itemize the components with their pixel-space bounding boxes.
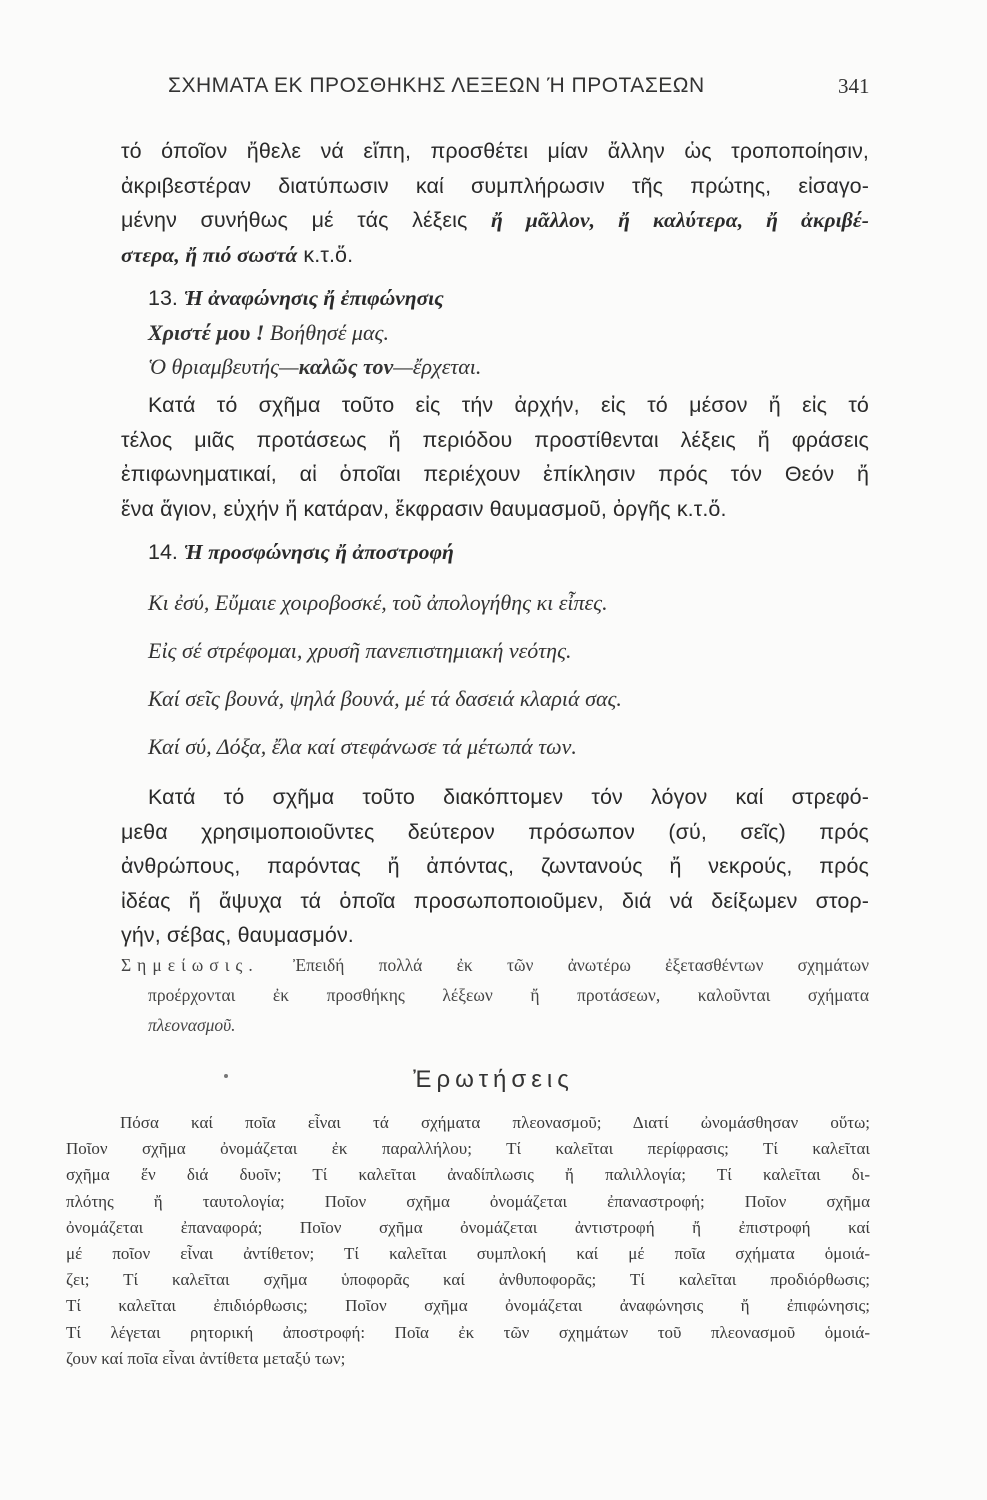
text-line: ζει; Τί καλεῖται σχῆμα ὑποφορᾶς καί ἀνθυποφορᾶς; Τί καλεῖται προδιόρθωσις; <box>66 1270 870 1290</box>
text-line: πλεονασμοῦ. <box>148 1015 236 1035</box>
text-fragment: κ.τ.ὅ. <box>303 242 354 267</box>
page-number: 341 <box>838 74 870 98</box>
text-line: μέ ποῖον εἶναι ἀντίθετον; Τί καλεῖται συμπλοκή καί μέ ποῖα σχήματα ὁμοιά- <box>66 1244 870 1264</box>
text-line: τό όποῖον ἤθελε νά εἴπη, προσθέτει μίαν ἄλλην ὡς τροποποίησιν, <box>121 139 869 163</box>
text-fragment: μένην συνήθως μέ τάς λέξεις <box>121 208 468 232</box>
questions-title: Ἐρωτήσεις <box>413 1066 574 1093</box>
text-line: σχῆμα ἕν διά δυοῖν; Τί καλεῖται ἀναδίπλωσις ἤ παλιλλογία; Τί καλεῖται δι- <box>66 1165 870 1185</box>
text-line: Πόσα καί ποῖα εἶναι τά σχήματα πλεονασμοῦ; Διατί ὠνομάσθησαν οὕτω; <box>120 1113 870 1132</box>
text-line: προέρχονται ἐκ προσθήκης λέξεων ἤ προτάσεων, καλοῦνται σχήματα <box>148 985 869 1005</box>
example-text: Ὁ θριαμβευτής— <box>148 354 299 379</box>
text-line: τέλος μιᾶς προτάσεως ἤ περιόδου προστίθενται λέξεις ἤ φράσεις <box>121 427 869 452</box>
text-line <box>121 238 869 273</box>
verse-line: Εἰς σέ στρέφομαι, χρυσῆ πανεπιστημιακή νεότης. <box>148 638 572 663</box>
text-line <box>121 203 869 238</box>
text-fragment: Ἐπειδή πολλά ἐκ τῶν ἀνωτέρω ἐξετασθέντων σχημάτων <box>293 955 869 975</box>
section-number: 14. <box>148 540 178 564</box>
example-line <box>148 320 389 346</box>
running-header: ΣΧΗΜΑΤΑ ΕΚ ΠΡΟΣΘΗΚΗΣ ΛΕΞΕΩΝ Ή ΠΡΟΤΑΣΕΩΝ <box>168 74 705 97</box>
section-14-heading <box>148 540 454 565</box>
section-13-heading <box>148 286 444 311</box>
section-title: Ἡ ἀναφώνησις ἤ ἐπιφώνησις <box>183 286 444 310</box>
section-14-body <box>121 780 869 953</box>
section-number: 13. <box>148 286 178 310</box>
text-line: Ποῖον σχῆμα ὀνομάζεται ἐκ παραλλήλου; Τί καλεῖται περίφρασις; Τί καλεῖται <box>66 1139 870 1159</box>
intro-paragraph <box>121 134 869 272</box>
text-line: πλότης ἤ ταυτολογία; Ποῖον σχῆμα ὀνομάζεται ἐπαναστροφή; Ποῖον σχῆμα <box>66 1191 870 1211</box>
note-label: Σημείωσις. <box>121 955 259 975</box>
section-title: Ἡ προσφώνησις ἤ ἀποστροφή <box>183 540 454 564</box>
example-text: Βοήθησέ μας. <box>269 320 389 345</box>
text-line: γήν, σέβας, θαυμασμόν. <box>121 923 354 947</box>
text-line: Κατά τό σχῆμα τοῦτο διακόπτομεν τόν λόγον καί στρεφό- <box>148 785 869 809</box>
text-line: μεθα χρησιμοποιοῦντες δεύτερον πρόσωπον (σύ, σεῖς) πρός <box>121 819 869 844</box>
verse-line: Καί σεῖς βουνά, ψηλά βουνά, μέ τά δασειά κλαριά σας. <box>148 686 622 711</box>
text-line: ἰδέας ἤ ἄψυχα τά ὁποῖα προσωποποιοῦμεν, διά νά δείξωμεν στορ- <box>121 888 869 913</box>
text-line: ὀνομάζεται ἐπαναφορά; Ποῖον σχῆμα ὀνομάζεται ἀντιστροφή ἤ ἐπιστροφή καί <box>66 1217 870 1237</box>
emphasis-text: στερα, ἤ πιό σωστά <box>121 242 298 267</box>
text-line: ἀκριβεστέραν διατύπωσιν καί συμπλήρωσιν τῆς πρώτης, εἰσαγο- <box>121 173 869 198</box>
verse-line: Καί σύ, Δόξα, ἔλα καί στεφάνωσε τά μέτωπά των. <box>148 734 577 759</box>
example-line <box>148 354 481 380</box>
verse-line: Κι ἐσύ, Εὔμαιε χοιροβοσκέ, τοῦ ἀπολογήθης κι εἶπες. <box>148 590 608 615</box>
text-line: Τί λέγεται ρητορική ἀποστροφή: Ποῖα ἐκ τῶν σχημάτων τοῦ πλεονασμοῦ ὁμοιά- <box>66 1322 870 1342</box>
questions-paragraph <box>66 1110 870 1372</box>
example-bold: καλῶς τον <box>298 354 394 379</box>
text-line: ζουν καί ποῖα εἶναι ἀντίθετα μεταξύ των; <box>66 1348 346 1368</box>
example-bold: Χριστέ μου ! <box>148 320 265 345</box>
note-paragraph <box>121 950 869 1040</box>
section-13-body <box>121 388 869 526</box>
example-text: —ἔρχεται. <box>393 354 482 379</box>
text-line: ἕνα ἅγιον, εὐχήν ἤ κατάραν, ἔκφρασιν θαυμασμοῦ, ὀργῆς κ.τ.ὅ. <box>121 496 727 521</box>
text-line: ἐπιφωνηματικαί, αἱ ὁποῖαι περιέχουν ἐπίκλησιν πρός τόν Θεόν ἤ <box>121 462 869 486</box>
text-line: Κατά τό σχῆμα τοῦτο εἰς τήν ἀρχήν, εἰς τό μέσον ἤ εἰς τό <box>148 393 869 417</box>
text-line <box>121 950 869 980</box>
emphasis-text: ἤ μᾶλλον, ἤ καλύτερα, ἤ ἀκριβέ- <box>490 208 869 232</box>
text-line: Τί καλεῖται ἐπιδιόρθωσις; Ποῖον σχῆμα ὀνομάζεται ἀναφώνησις ἤ ἐπιφώνησις; <box>66 1296 870 1316</box>
text-line: ἀνθρώπους, παρόντας ἤ ἀπόντας, ζωντανούς ἤ νεκρούς, πρός <box>121 854 869 878</box>
